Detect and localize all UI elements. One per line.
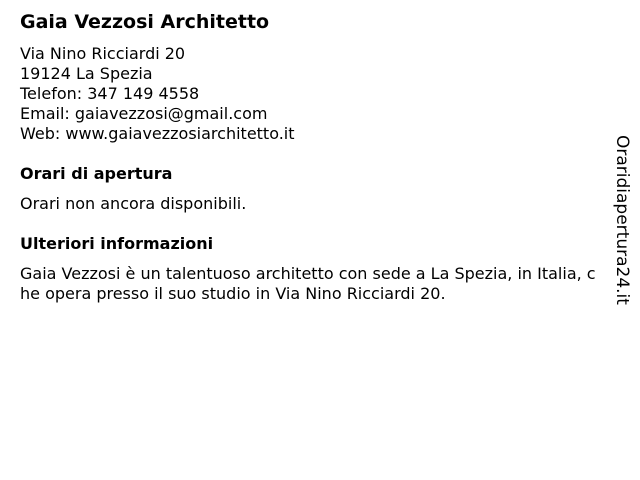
- business-card: [20, 10, 600, 304]
- email-line: Email: gaiavezzosi@gmail.com: [20, 104, 268, 123]
- business-name: Gaia Vezzosi Architetto: [20, 11, 270, 33]
- opening-hours-heading: Orari di apertura: [20, 164, 173, 183]
- website-line: Web: www.gaiavezzosiarchitetto.it: [20, 124, 295, 143]
- opening-hours-text: Orari non ancora disponibili.: [20, 194, 247, 213]
- more-info-heading: Ulteriori informazioni: [20, 234, 214, 253]
- phone-line: Telefon: 347 149 4558: [20, 84, 200, 103]
- address-city: 19124 La Spezia: [20, 64, 153, 83]
- contact-block: [20, 44, 600, 144]
- address-street: Via Nino Ricciardi 20: [20, 44, 186, 63]
- watermark-text: Oraridiapertura24.it: [612, 135, 632, 305]
- site-watermark: [610, 135, 632, 465]
- more-info-text: Gaia Vezzosi è un talentuoso architetto con sede a La Spezia, in Italia, che opera presso il suo studio in Via Nino Ricciardi 20.: [20, 264, 596, 303]
